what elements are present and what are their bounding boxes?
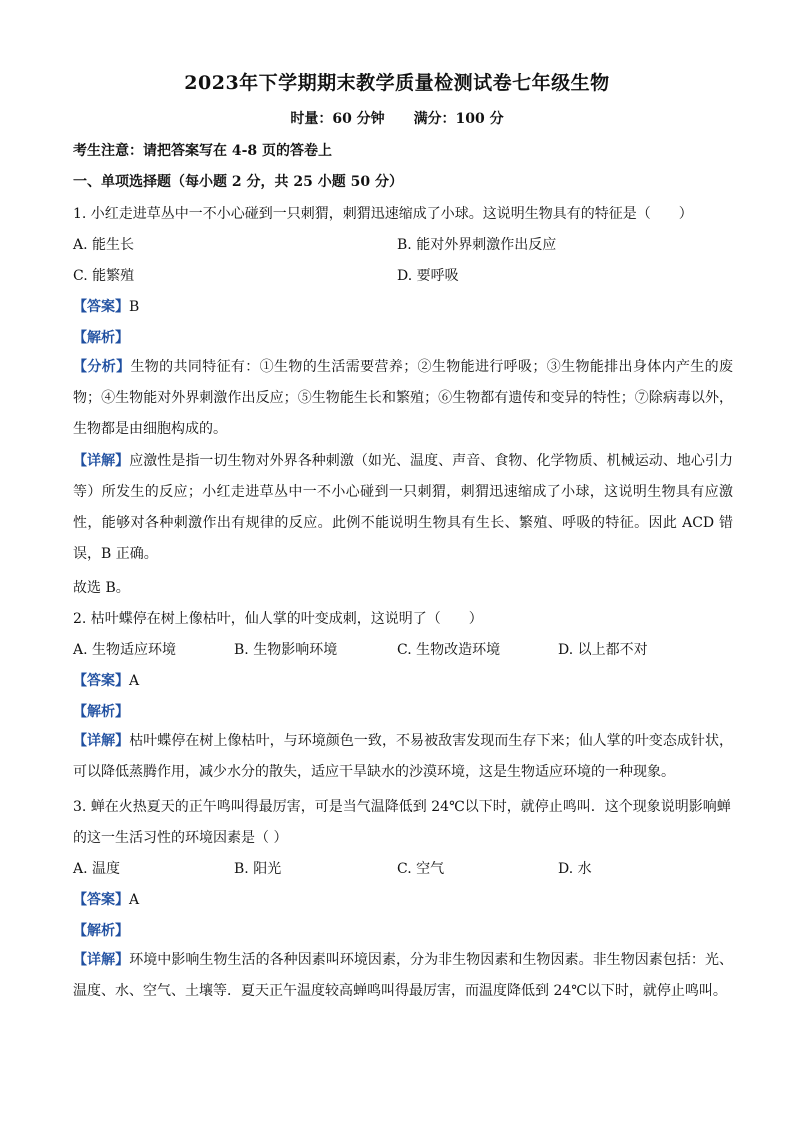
q2-option-c: C. 生物改造环境 [397,642,501,658]
q3-answer-value: A [129,892,140,908]
xiangjie-label: 【详解】 [73,453,130,469]
q1-fenxi-text: 生物的共同特征有：①生物的生活需要营养；②生物能进行呼吸；③生物能排出身体内产生的废物；④生物能对外界刺激作出反应；⑤生物能生长和繁殖；⑥生物都有遗传和变异的特性；⑦除病毒以外，生物都是由细胞构成的。 [73,359,734,437]
q1-option-d: D. 要呼吸 [397,268,459,284]
q1-fenxi [73,352,733,445]
q1-xiangjie-text: 应激性是指一切生物对外界各种刺激（如光、温度、声音、食物、化学物质、机械运动、地心引力等）所发生的反应；小红走进草丛中一不小心碰到一只刺猬，刺猬迅速缩成了小球，这说明生物具有应激性，能够对各种刺激作出有规律的反应。此例不能说明生物具有生长、繁殖、呼吸的特征。因此 ACD 错误，B 正确。 [73,453,734,562]
q1-answer [73,296,139,316]
xiangjie-label: 【详解】 [73,733,130,749]
q3-option-d: D. 水 [558,861,592,877]
xiangjie-label: 【详解】 [73,952,130,968]
q3-xiangjie-text: 环境中影响生物生活的各种因素叫环境因素，分为非生物因素和生物因素。非生物因素包括：光、温度、水、空气、土壤等．夏天正午温度较高蝉鸣叫得最厉害，而温度降低到 24℃以下时，就停止鸣叫。 [73,952,734,999]
q2-option-a: A. 生物适应环境 [73,642,177,658]
q1-option-c: C. 能繁殖 [73,268,135,284]
q1-answer-value: B [129,299,140,315]
q1-analysis-label [73,327,129,347]
q3-answer [73,889,139,909]
q2-option-b: B. 生物影响环境 [234,642,338,658]
section-heading: 一、单项选择题（每小题 2 分，共 25 小题 50 分） [73,174,403,190]
question-2-stem: 2. 枯叶蝶停在树上像枯叶，仙人掌的叶变成刺，这说明了（ ） [73,611,483,627]
full-score: 满分：100 分 [413,111,504,127]
q1-option-a: A. 能生长 [73,237,135,253]
q1-option-b: B. 能对外界刺激作出反应 [397,237,557,253]
q2-option-d: D. 以上都不对 [558,642,648,658]
analysis-label: 【解析】 [73,704,129,720]
question-3-stem-line1: 3. 蝉在火热夏天的正午鸣叫得最厉害，可是当气温降低到 24℃以下时，就停止鸣叫．这个现象说明影响蝉 [73,799,731,815]
answer-label: 【答案】 [73,673,129,689]
exam-info [0,108,794,128]
q3-option-b: B. 阳光 [234,861,282,877]
q2-xiangjie [73,726,733,788]
answer-label: 【答案】 [73,299,129,315]
notice: 考生注意：请把答案写在 4-8 页的答卷上 [73,143,333,159]
q2-analysis-label [73,701,129,721]
q2-answer [73,670,139,690]
q3-option-a: A. 温度 [73,861,121,877]
q3-analysis-label [73,920,129,940]
question-3-stem-line2: 的这一生活习性的环境因素是（ ） [73,830,288,846]
time-limit: 时量：60 分钟 [290,111,385,127]
question-1-stem: 1. 小红走进草丛中一不小心碰到一只刺猬，刺猬迅速缩成了小球。这说明生物具有的特征是（ ） [73,206,693,222]
q1-conclusion: 故选 B。 [73,580,130,596]
q2-answer-value: A [129,673,140,689]
q3-xiangjie [73,945,733,1007]
analysis-label: 【解析】 [73,923,129,939]
q3-option-c: C. 空气 [397,861,445,877]
page-title: 2023年下学期期末教学质量检测试卷七年级生物 [184,72,610,94]
fenxi-label: 【分析】 [73,359,131,375]
q1-xiangjie [73,446,733,570]
answer-label: 【答案】 [73,892,129,908]
q2-xiangjie-text: 枯叶蝶停在树上像枯叶，与环境颜色一致，不易被敌害发现而生存下来；仙人掌的叶变态成针状，可以降低蒸腾作用，减少水分的散失，适应干旱缺水的沙漠环境，这是生物适应环境的一种现象。 [73,733,734,780]
analysis-label: 【解析】 [73,330,129,346]
